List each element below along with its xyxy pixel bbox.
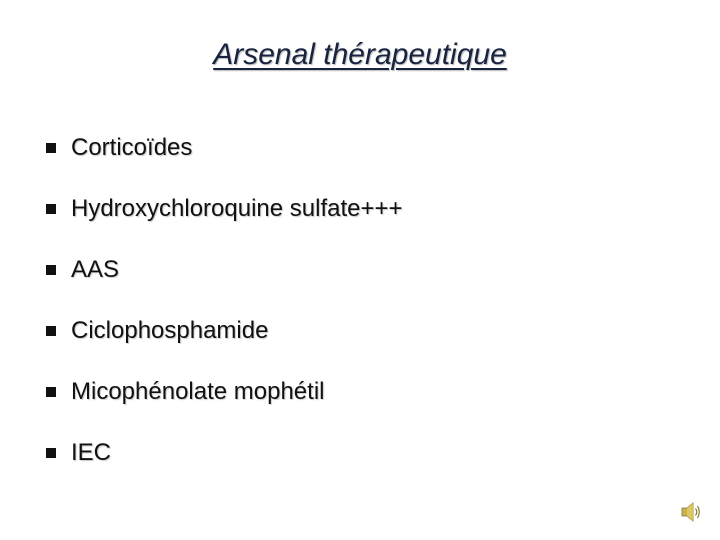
bullet-item (46, 435, 403, 471)
slide-title: Arsenal thérapeutique (213, 38, 507, 71)
bullet-item (46, 313, 403, 349)
bullet-item (46, 252, 403, 288)
square-bullet-icon (46, 448, 56, 458)
bullet-list (46, 130, 403, 496)
bullet-label: IEC (71, 439, 112, 466)
bullet-label: Hydroxychloroquine sulfate+++ (71, 195, 403, 222)
speaker-icon[interactable] (680, 500, 702, 524)
bullet-label: AAS (71, 256, 120, 283)
bullet-label: Micophénolate mophétil (71, 378, 325, 405)
bullet-label: Corticoïdes (71, 134, 193, 161)
bullet-item (46, 191, 403, 227)
square-bullet-icon (46, 143, 56, 153)
square-bullet-icon (46, 387, 56, 397)
square-bullet-icon (46, 265, 56, 275)
bullet-label: Ciclophosphamide (71, 317, 269, 344)
bullet-item (46, 130, 403, 166)
square-bullet-icon (46, 204, 56, 214)
square-bullet-icon (46, 326, 56, 336)
bullet-item (46, 374, 403, 410)
